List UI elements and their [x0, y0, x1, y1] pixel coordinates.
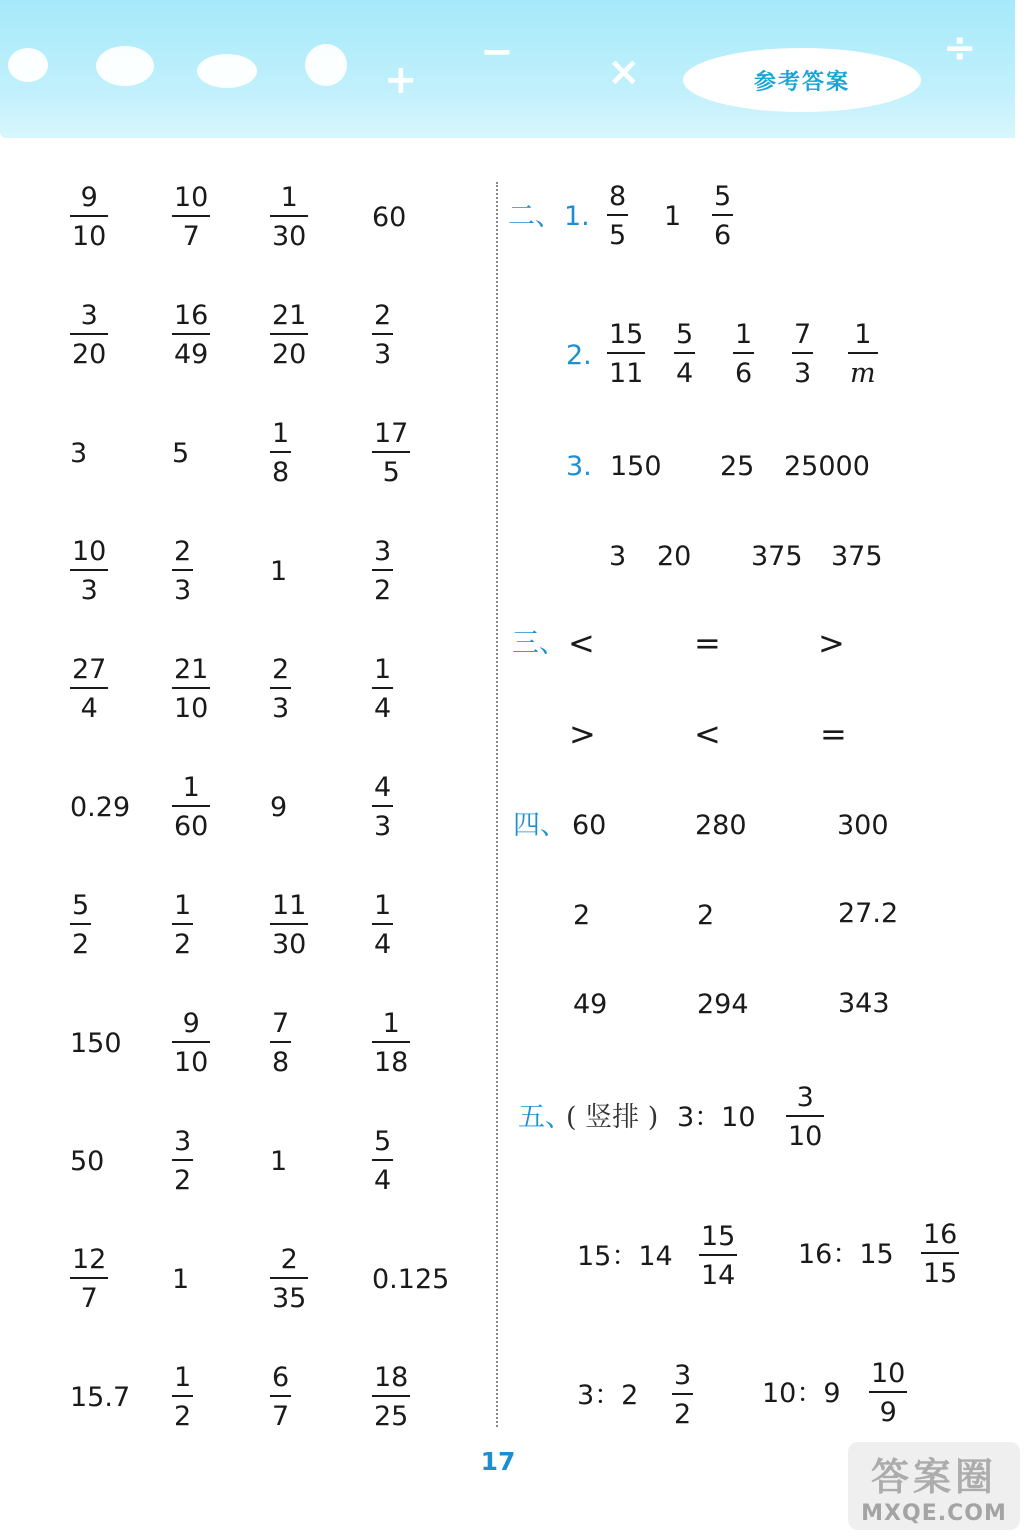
answer-value: 20	[657, 541, 692, 572]
numerator: 16	[923, 1219, 958, 1250]
section-5-note: ( 竖排 )	[566, 1102, 659, 1133]
numerator: 1	[735, 319, 753, 350]
answer-fraction	[792, 321, 813, 387]
denominator: 30	[272, 221, 307, 252]
answer-fraction	[270, 302, 308, 368]
answer-value: 3	[70, 438, 88, 469]
ratio-value-fraction	[869, 1360, 907, 1426]
answer-fraction	[172, 302, 210, 368]
denominator: 30	[272, 929, 307, 960]
denominator: 4	[374, 693, 392, 724]
numerator: 5	[676, 319, 694, 350]
denominator: 3	[794, 358, 812, 389]
section-3-heading: 三、	[512, 628, 566, 659]
answer-fraction	[733, 321, 754, 387]
answer-fraction	[172, 656, 210, 722]
denominator: 20	[272, 339, 307, 370]
numerator: 3	[796, 1082, 814, 1113]
denominator: 3	[374, 339, 392, 370]
denominator: 4	[374, 1165, 392, 1196]
answer-value: 50	[70, 1146, 105, 1177]
answer-key-badge	[683, 48, 921, 112]
numerator: 4	[374, 772, 392, 803]
numerator: 1	[382, 1008, 400, 1039]
answer-fraction	[607, 321, 645, 387]
numerator: 7	[794, 319, 812, 350]
numerator: 1	[272, 418, 290, 449]
section-4-heading: 四、	[513, 810, 567, 841]
answer-fraction	[372, 1010, 410, 1076]
numerator: 2	[174, 536, 192, 567]
numerator: 7	[272, 1008, 290, 1039]
answer-value: 1	[270, 1146, 288, 1177]
answer-fraction	[172, 774, 210, 840]
answer-value: 60	[572, 810, 607, 841]
numerator: 11	[272, 890, 307, 921]
minus-sign-decoration: −	[480, 29, 514, 75]
answer-value: 1	[664, 201, 682, 232]
denominator: 25	[374, 1401, 409, 1432]
ratio-value-fraction	[921, 1221, 959, 1287]
numerator: 1	[374, 654, 392, 685]
cloud-decoration	[197, 54, 257, 88]
section-2-heading: 二、	[508, 201, 562, 232]
answer-fraction	[372, 656, 393, 722]
numerator: 5	[714, 181, 732, 212]
item-2-3-label: 3.	[566, 451, 592, 482]
answer-value: 280	[695, 810, 747, 841]
column-divider	[496, 182, 498, 1427]
answer-fraction	[270, 892, 308, 958]
numerator: 10	[871, 1358, 906, 1389]
answer-fraction	[172, 538, 193, 604]
answer-value: 0.125	[372, 1264, 450, 1295]
answer-fraction	[172, 184, 210, 250]
denominator: 20	[72, 339, 107, 370]
numerator: 10	[72, 536, 107, 567]
plus-sign-decoration: +	[384, 57, 418, 103]
denominator: 2	[174, 929, 192, 960]
cloud-decoration	[8, 48, 48, 82]
answer-fraction	[172, 1128, 193, 1194]
denominator: 60	[174, 811, 209, 842]
answer-value: 3	[609, 541, 627, 572]
watermark-logo: 答案圈 MXQE.COM	[848, 1442, 1020, 1530]
numerator: 3	[374, 536, 392, 567]
comparison-symbol: <	[694, 715, 721, 753]
denominator: 3	[80, 575, 98, 606]
denominator: 7	[272, 1401, 290, 1432]
numerator: 9	[80, 182, 98, 213]
numerator: 21	[272, 300, 307, 331]
ratio-value-fraction	[699, 1223, 737, 1289]
denominator: 6	[714, 220, 732, 251]
denominator: 8	[272, 1047, 290, 1078]
answer-fraction	[70, 184, 108, 250]
answer-value: 25	[720, 451, 755, 482]
denominator: m	[850, 358, 876, 389]
numerator: 5	[374, 1126, 392, 1157]
denominator: 10	[72, 221, 107, 252]
numerator: 15	[701, 1221, 736, 1252]
answer-fraction	[712, 183, 733, 249]
denominator: 7	[80, 1283, 98, 1314]
denominator: 5	[609, 220, 627, 251]
answer-value: 60	[372, 202, 407, 233]
numerator: 17	[374, 418, 409, 449]
answer-fraction	[70, 1246, 108, 1312]
numerator: 1	[174, 1362, 192, 1393]
answer-fraction	[372, 1364, 410, 1430]
numerator: 27	[72, 654, 107, 685]
answer-value: 2	[573, 900, 591, 931]
answer-fraction	[70, 302, 108, 368]
answer-fraction	[270, 420, 291, 486]
denominator: 6	[735, 358, 753, 389]
numerator: 1	[374, 890, 392, 921]
numerator: 8	[609, 181, 627, 212]
answer-fraction	[172, 1364, 193, 1430]
answer-fraction	[372, 420, 410, 486]
comparison-symbol: =	[820, 715, 847, 753]
answer-fraction	[372, 1128, 393, 1194]
denominator: 5	[382, 457, 400, 488]
numerator: 3	[174, 1126, 192, 1157]
numerator: 1	[280, 182, 298, 213]
numerator: 12	[72, 1244, 107, 1275]
numerator: 3	[674, 1360, 692, 1391]
denominator: 4	[374, 929, 392, 960]
denominator: 4	[676, 358, 694, 389]
numerator: 10	[174, 182, 209, 213]
numerator: 21	[174, 654, 209, 685]
comparison-symbol: <	[568, 624, 595, 662]
ratio: 10：9	[762, 1378, 841, 1409]
cloud-decoration	[96, 46, 154, 86]
answer-fraction	[372, 892, 393, 958]
answer-fraction	[372, 774, 393, 840]
answer-key-title: 参考答案	[753, 69, 850, 95]
comparison-symbol: =	[694, 624, 721, 662]
answer-value: 294	[697, 989, 749, 1020]
answer-value: 15.7	[70, 1382, 131, 1413]
answer-value: 375	[751, 541, 803, 572]
numerator: 2	[374, 300, 392, 331]
answer-fraction	[70, 656, 108, 722]
numerator: 15	[609, 319, 644, 350]
answer-value: 1	[172, 1264, 190, 1295]
ratio: 3：2	[577, 1380, 639, 1411]
denominator: 14	[701, 1260, 736, 1291]
denominator: 8	[272, 457, 290, 488]
comparison-symbol: >	[569, 715, 596, 753]
numerator: 6	[272, 1362, 290, 1393]
answer-fraction	[674, 321, 695, 387]
numerator: 5	[72, 890, 90, 921]
denominator: 2	[174, 1165, 192, 1196]
denominator: 2	[72, 929, 90, 960]
numerator: 18	[374, 1362, 409, 1393]
denominator: 2	[374, 575, 392, 606]
answer-fraction	[270, 1010, 291, 1076]
answer-value: 27.2	[838, 898, 899, 929]
page-number: 17	[480, 1447, 516, 1476]
denominator: 35	[272, 1283, 307, 1314]
ratio-value-fraction	[672, 1362, 693, 1428]
answer-fraction	[372, 538, 393, 604]
cloud-decoration	[305, 44, 347, 86]
answer-value: 375	[831, 541, 883, 572]
denominator: 49	[174, 339, 209, 370]
denominator: 3	[374, 811, 392, 842]
item-2-2-label: 2.	[566, 340, 592, 371]
answer-value: 25000	[784, 451, 870, 482]
answer-fraction	[607, 183, 628, 249]
answer-value: 1	[270, 556, 288, 587]
answer-fraction	[270, 1364, 291, 1430]
divide-sign-decoration: ÷	[943, 25, 977, 71]
answer-fraction	[372, 302, 393, 368]
ratio: 15：14	[577, 1241, 673, 1272]
numerator: 1	[854, 319, 872, 350]
answer-fraction	[270, 1246, 308, 1312]
answer-fraction	[172, 1010, 210, 1076]
answer-value: 9	[270, 792, 288, 823]
answer-value: 2	[697, 900, 715, 931]
answer-value: 0.29	[70, 792, 131, 823]
numerator: 2	[280, 1244, 298, 1275]
answer-value: 343	[838, 988, 890, 1019]
denominator: 3	[272, 693, 290, 724]
denominator: 15	[923, 1258, 958, 1289]
comparison-symbol: >	[818, 624, 845, 662]
answer-fraction	[172, 892, 193, 958]
denominator: 2	[674, 1399, 692, 1430]
denominator: 7	[182, 221, 200, 252]
denominator: 2	[174, 1401, 192, 1432]
numerator: 2	[272, 654, 290, 685]
answer-fraction	[270, 184, 308, 250]
numerator: 9	[182, 1008, 200, 1039]
answer-fraction	[270, 656, 291, 722]
answer-value: 49	[573, 989, 608, 1020]
answer-value: 5	[172, 438, 190, 469]
denominator: 11	[609, 358, 644, 389]
answer-fraction	[848, 321, 878, 387]
times-sign-decoration: ×	[607, 49, 641, 95]
denominator: 4	[80, 693, 98, 724]
denominator: 10	[174, 1047, 209, 1078]
section-5-heading: 五、	[518, 1102, 572, 1133]
answer-fraction	[70, 892, 91, 958]
denominator: 3	[174, 575, 192, 606]
ratio: 3：10	[677, 1102, 756, 1133]
denominator: 18	[374, 1047, 409, 1078]
answer-value: 300	[837, 810, 889, 841]
answer-fraction	[70, 538, 108, 604]
ratio: 16：15	[798, 1239, 894, 1270]
denominator: 10	[788, 1121, 823, 1152]
answer-value: 150	[70, 1028, 122, 1059]
answer-value: 150	[610, 451, 662, 482]
numerator: 3	[80, 300, 98, 331]
denominator: 9	[879, 1397, 897, 1428]
numerator: 1	[174, 890, 192, 921]
header-banner	[0, 0, 1015, 138]
numerator: 16	[174, 300, 209, 331]
numerator: 1	[182, 772, 200, 803]
item-2-1-label: 1.	[564, 201, 590, 232]
denominator: 10	[174, 693, 209, 724]
ratio-value-fraction	[786, 1084, 824, 1150]
